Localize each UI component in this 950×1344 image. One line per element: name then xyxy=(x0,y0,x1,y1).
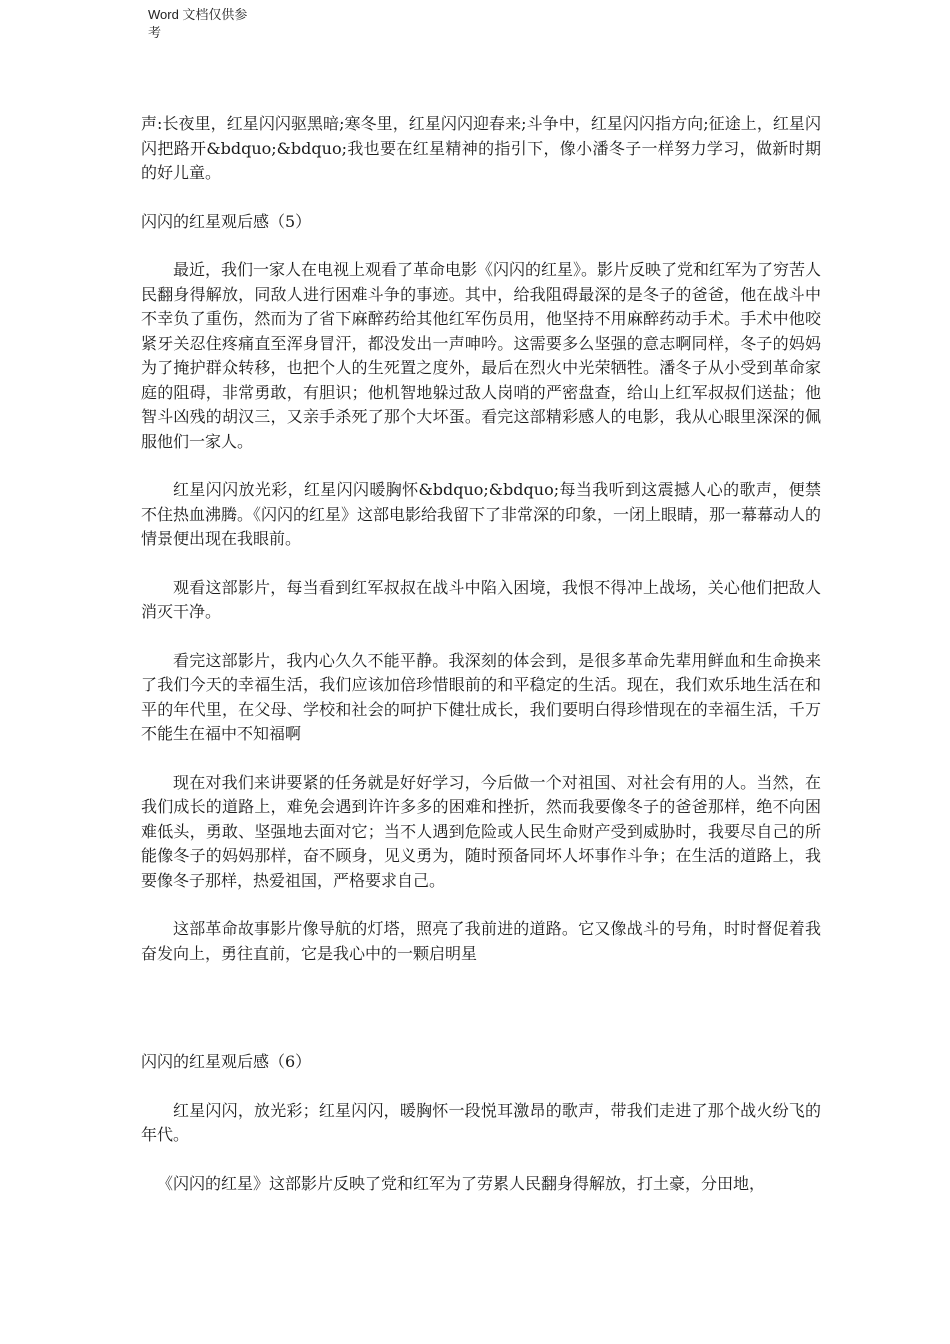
document-body xyxy=(141,112,821,1196)
paragraph: 现在对我们来讲要紧的任务就是好好学习，今后做一个对祖国、对社会有用的人。当然，在我们成长的道路上，难免会遇到许许多多的困难和挫折，然而我要像冬子的爸爸那样，绝不向困难低头，勇敢、坚强地去面对它；当不人遇到危险或人民生命财产受到威胁时，我要尽自己的所能像冬子的妈妈那样，奋不顾身，见义勇为，随时预备同坏人坏事作斗争；在生活的道路上，我要像冬子那样，热爱祖国，严格要求自己。 xyxy=(141,772,821,890)
paragraph: 红星闪闪，放光彩；红星闪闪，暖胸怀一段悦耳激昂的歌声，带我们走进了那个战火纷飞的年代。 xyxy=(141,1100,821,1144)
header-line-1: Word 文档仅供参 xyxy=(148,7,248,22)
section-heading-5: 闪闪的红星观后感（5） xyxy=(141,211,312,231)
header-line-2: 考 xyxy=(148,25,162,40)
paragraph: 观看这部影片，每当看到红军叔叔在战斗中陷入困境，我恨不得冲上战场，关心他们把敌人消灭干净。 xyxy=(141,577,821,621)
paragraph: 红星闪闪放光彩，红星闪闪暖胸怀&bdquo;&bdquo;每当我听到这震撼人心的歌声，便禁不住热血沸腾。《闪闪的红星》这部电影给我留下了非常深的印象，一闭上眼睛，那一幕幕动人的情景便出现在我眼前。 xyxy=(141,480,822,548)
paragraph: 最近，我们一家人在电视上观看了革命电影《闪闪的红星》。影片反映了党和红军为了穷苦人民翻身得解放，同敌人进行困难斗争的事迹。其中，给我阻碍最深的是冬子的爸爸，他在战斗中不幸负了重伤，然而为了省下麻醉药给其他红军伤员用，他坚持不用麻醉药动手术。手术中他咬紧牙关忍住疼痛直至浑身冒汗，都没发出一声呻吟。这需要多么坚强的意志啊同样，冬子的妈妈为了掩护群众转移，也把个人的生死置之度外，最后在烈火中光荣牺牲。潘冬子从小受到革命家庭的阻碍，非常勇敢，有胆识；他机智地躲过敌人岗哨的严密盘查，给山上红军叔叔们送盐；他智斗凶残的胡汉三，又亲手杀死了那个大坏蛋。看完这部精彩感人的电影，我从心眼里深深的佩服他们一家人。 xyxy=(141,260,822,451)
paragraph: 看完这部影片，我内心久久不能平静。我深刻的体会到，是很多革命先辈用鲜血和生命换来了我们今天的幸福生活，我们应该加倍珍惜眼前的和平稳定的生活。现在，我们欢乐地生活在和平的年代里，在父母、学校和社会的呵护下健壮成长，我们要明白得珍惜现在的幸福生活，千万不能生在福中不知福啊 xyxy=(141,650,821,743)
paragraph: 《闪闪的红星》这部影片反映了党和红军为了劳累人民翻身得解放，打土豪，分田地， xyxy=(157,1173,766,1193)
section-heading-6: 闪闪的红星观后感（6） xyxy=(141,1052,312,1071)
document-header xyxy=(148,6,268,42)
paragraph: 这部革命故事影片像导航的灯塔，照亮了我前进的道路。它又像战斗的号角，时时督促着我奋发向上，勇往直前，它是我心中的一颗启明星 xyxy=(141,919,821,963)
paragraph-continuation: 声:长夜里，红星闪闪驱黑暗;寒冬里，红星闪闪迎春来;斗争中，红星闪闪指方向;征途上，红星闪闪把路开&bdquo;&bdquo;我也要在红星精神的指引下，像小潘冬子一样努力学习，做新时期的好儿童。 xyxy=(141,114,821,182)
